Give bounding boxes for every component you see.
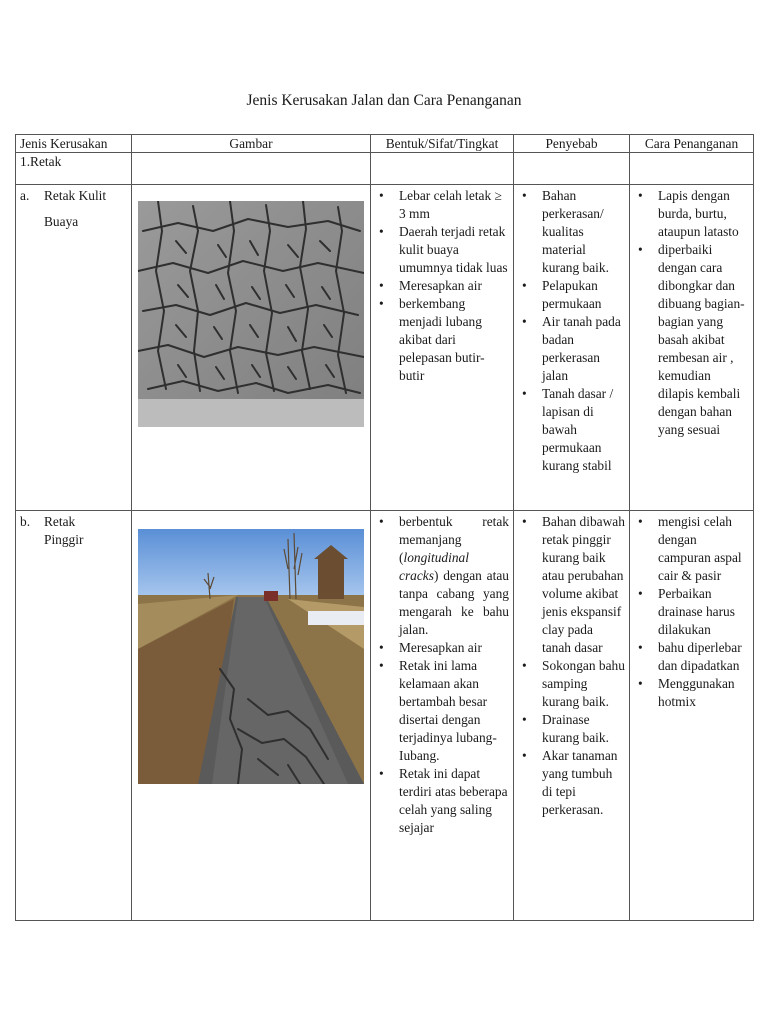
edge-crack-road-photo <box>138 529 364 784</box>
alligator-crack-photo <box>138 201 364 427</box>
row-label <box>20 187 127 231</box>
list-item: • Perbaikan drainase harus dilakukan <box>658 585 749 639</box>
row-letter: a. <box>20 188 30 203</box>
row-letter: b. <box>20 514 31 529</box>
list-item: • Air tanah pada badan perkerasan jalan <box>542 313 625 385</box>
table-row <box>16 511 754 921</box>
header-penanganan: Cara Penanganan <box>630 135 754 153</box>
table-row <box>16 185 754 511</box>
page-title: Jenis Kerusakan Jalan dan Cara Penanganan <box>246 92 522 109</box>
list-item: • diperbaiki dengan cara dibongkar dan dibuang bagian-bagian yang basah akibat rembesan air , kemudian dilapis kembali dengan bahan yang sesuai <box>658 241 749 439</box>
penanganan-list <box>634 187 749 439</box>
list-item: • Meresapkan air <box>399 639 509 657</box>
list-item: • Retak ini lama kelamaan akan bertambah besar disertai dengan terjadinya lubang-Iubang. <box>399 657 509 765</box>
list-item: • Akar tanaman yang tumbuh di tepi perkerasan. <box>542 747 625 819</box>
damage-table <box>15 134 754 921</box>
list-item: • berkembang menjadi lubang akibat dari pelepasan butir-butir <box>399 295 509 385</box>
list-item: • Retak ini dapat terdiri atas beberapa celah yang saling sejajar <box>399 765 509 837</box>
row-label-line: Retak Kulit <box>44 188 107 203</box>
header-jenis: Jenis Kerusakan <box>16 135 132 153</box>
bentuk-list <box>375 187 509 385</box>
section-label: 1.Retak <box>16 153 132 185</box>
section-row <box>16 153 754 185</box>
bentuk-list <box>375 513 509 837</box>
list-item: • Bahan perkerasan/ kualitas material kurang baik. <box>542 187 625 277</box>
row-label-line: Retak <box>44 514 76 529</box>
list-item: • Meresapkan air <box>399 277 509 295</box>
row-label-line: Buaya <box>44 214 79 229</box>
list-item: • Bahan dibawah retak pinggir kurang baik atau perubahan volume akibat jenis ekspansif clay pada tanah dasar <box>542 513 625 657</box>
list-item: • Drainase kurang baik. <box>542 711 625 747</box>
header-penyebab: Penyebab <box>514 135 630 153</box>
list-item: • Lapis dengan burda, burtu, ataupun latasto <box>658 187 749 241</box>
list-item: • bahu diperlebar dan dipadatkan <box>658 639 749 675</box>
table-header-row <box>16 135 754 153</box>
list-item: • Pelapukan permukaan <box>542 277 625 313</box>
penyebab-list <box>518 187 625 475</box>
list-item: • Daerah terjadi retak kulit buaya umumnya tidak luas <box>399 223 509 277</box>
list-item: • Lebar celah letak ≥ 3 mm <box>399 187 509 223</box>
list-item: • Menggunakan hotmix <box>658 675 749 711</box>
list-item: • berbentuk retak memanjang (longitudinal cracks) dengan atau tanpa cabang yang mengarah ke bahu jalan. <box>399 513 509 639</box>
penanganan-list <box>634 513 749 711</box>
header-bentuk: Bentuk/Sifat/Tingkat <box>371 135 514 153</box>
header-gambar: Gambar <box>132 135 371 153</box>
penyebab-list <box>518 513 625 819</box>
list-item: • mengisi celah dengan campuran aspal cair & pasir <box>658 513 749 585</box>
row-label <box>20 513 127 549</box>
row-label-line: Pinggir <box>44 532 84 547</box>
list-item: • Tanah dasar / lapisan di bawah permukaan kurang stabil <box>542 385 625 475</box>
list-item: • Sokongan bahu samping kurang baik. <box>542 657 625 711</box>
